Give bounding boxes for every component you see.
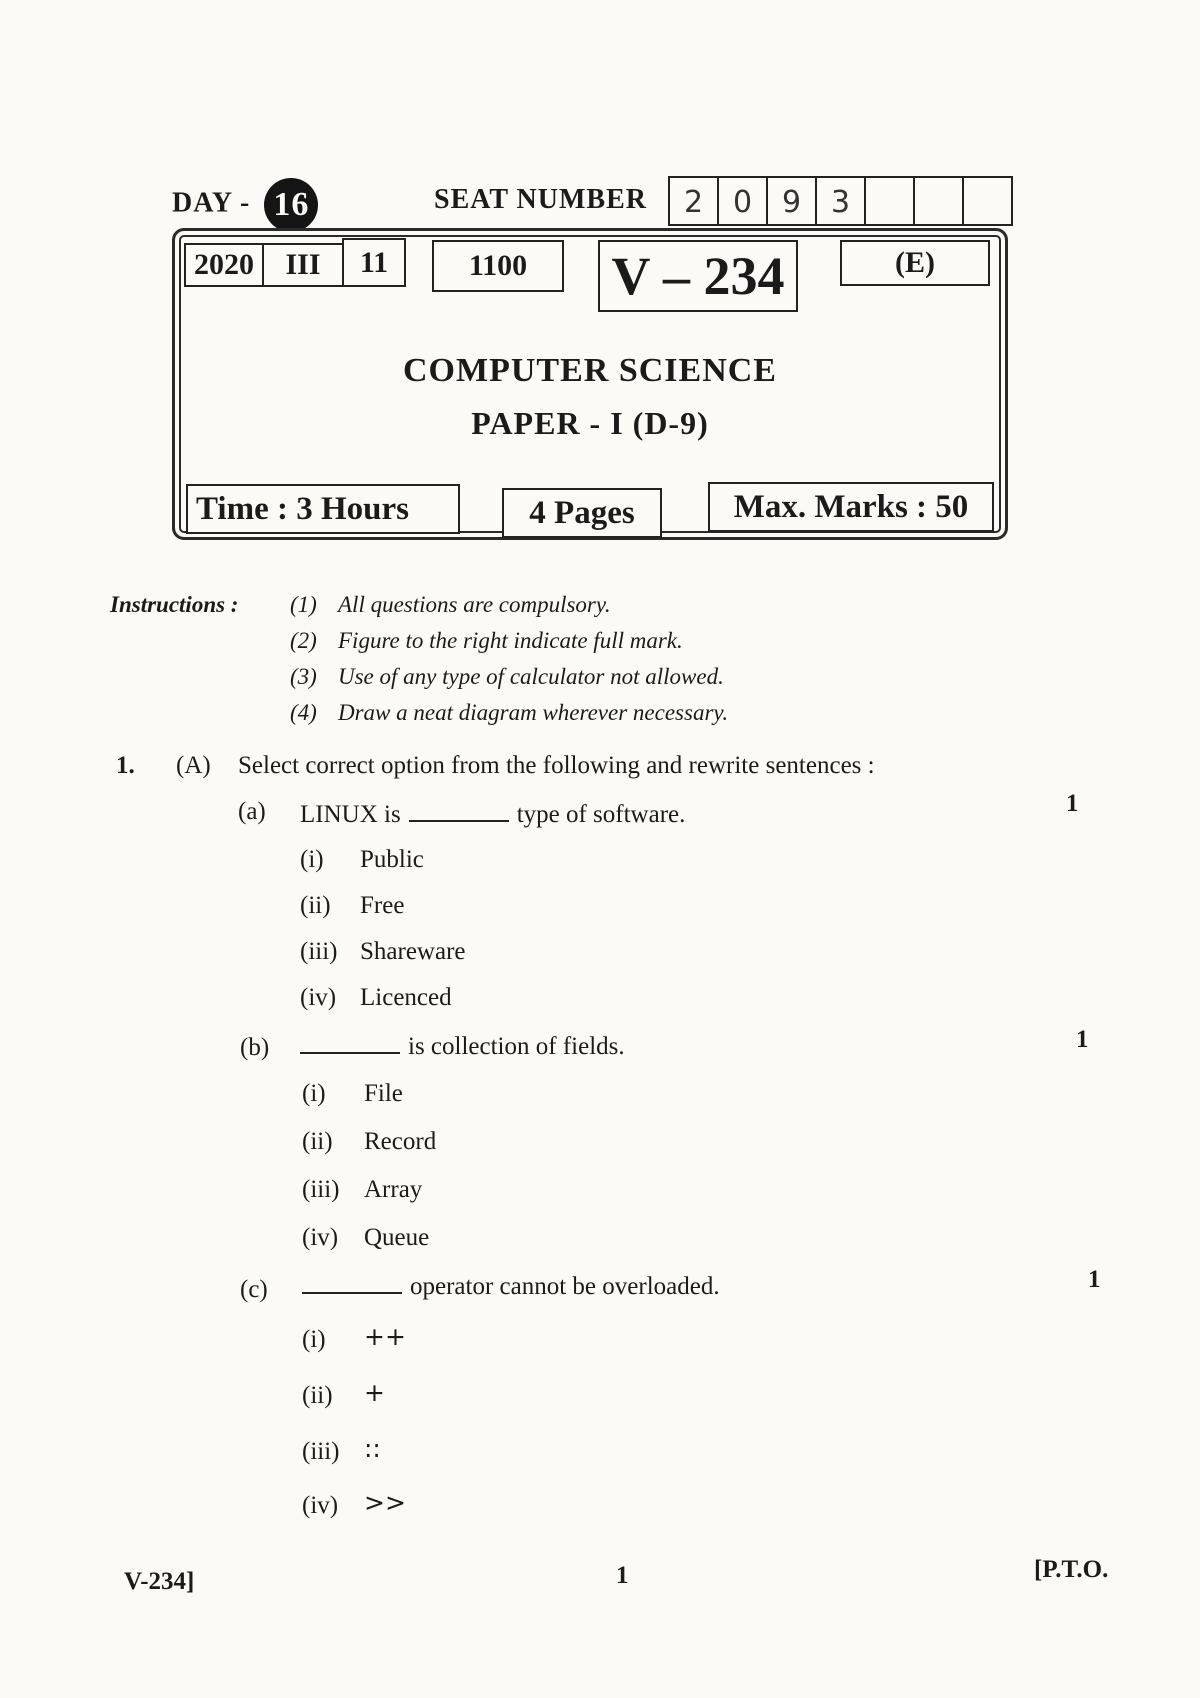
instruction-number: (2) xyxy=(290,628,317,653)
instruction-text: All questions are compulsory. xyxy=(338,592,611,617)
pto-label: [P.T.O. xyxy=(1034,1556,1109,1583)
paper-code: 1100 xyxy=(432,240,564,292)
instructions-label: Instructions : xyxy=(110,592,239,617)
seat-digit xyxy=(964,178,1011,224)
instruction-number: (3) xyxy=(290,664,317,689)
option-number: (i) xyxy=(300,846,324,873)
seat-digit: 0 xyxy=(719,178,768,224)
option-number: (ii) xyxy=(300,892,331,919)
question-marks: 1 xyxy=(1088,1266,1101,1293)
option-text: Free xyxy=(360,892,405,919)
option-number: (iii) xyxy=(300,938,338,965)
page-number: 1 xyxy=(616,1562,629,1589)
instruction-item xyxy=(290,700,728,726)
sub-question-label: (a) xyxy=(238,798,266,825)
option-text: :: xyxy=(364,1434,381,1463)
option-text: Queue xyxy=(364,1224,430,1251)
instruction-number: (4) xyxy=(290,700,317,725)
number-code: 11 xyxy=(342,238,406,287)
question-marks: 1 xyxy=(1066,790,1079,817)
sub-question-text xyxy=(300,798,685,829)
day-label xyxy=(172,178,318,232)
instruction-item xyxy=(290,628,683,654)
option-number: (i) xyxy=(302,1326,326,1353)
sub-question-label: (c) xyxy=(240,1276,268,1303)
instruction-text: Use of any type of calculator not allowed. xyxy=(338,664,724,689)
option-number: (iv) xyxy=(302,1492,339,1519)
instruction-item xyxy=(290,592,611,618)
term-code: III xyxy=(262,243,344,287)
instruction-number: (1) xyxy=(290,592,317,617)
pages-box: 4 Pages xyxy=(502,488,662,538)
time-box: Time : 3 Hours xyxy=(186,484,460,534)
option-number: (iii) xyxy=(302,1176,340,1203)
sub-question-after: is collection of fields. xyxy=(408,1033,625,1060)
option-text: File xyxy=(364,1080,403,1107)
year-code: 2020 xyxy=(184,243,264,287)
sub-question-text xyxy=(294,1270,720,1301)
sub-question-text xyxy=(292,1030,625,1061)
day-number-badge: 16 xyxy=(264,178,318,232)
option-text: Array xyxy=(364,1176,423,1203)
option-text: Shareware xyxy=(360,938,466,965)
paper-id: V – 234 xyxy=(598,240,798,312)
paper-title: PAPER - I (D-9) xyxy=(471,405,709,441)
option-number: (ii) xyxy=(302,1382,333,1409)
subject-title: COMPUTER SCIENCE xyxy=(403,352,777,389)
answer-blank xyxy=(409,798,509,822)
instruction-item xyxy=(290,664,724,690)
question-number: 1. xyxy=(116,752,135,779)
sub-question-after: type of software. xyxy=(516,801,686,828)
medium-code: (E) xyxy=(840,240,990,286)
option-number: (ii) xyxy=(302,1128,333,1155)
answer-blank xyxy=(302,1270,402,1294)
instruction-text: Figure to the right indicate full mark. xyxy=(338,628,683,653)
option-text: Record xyxy=(364,1128,437,1155)
seat-number-boxes xyxy=(668,176,1013,226)
seat-digit: 3 xyxy=(817,178,866,224)
option-text: ++ xyxy=(364,1322,406,1351)
option-number: (iii) xyxy=(302,1438,340,1465)
day-label-text: DAY - xyxy=(172,187,251,219)
seat-digit xyxy=(866,178,915,224)
question-part: (A) xyxy=(176,752,211,779)
seat-digit xyxy=(915,178,964,224)
question-prompt: Select correct option from the following and rewrite sentences : xyxy=(238,752,875,779)
option-number: (iv) xyxy=(302,1224,339,1251)
option-text: Licenced xyxy=(360,984,452,1011)
option-number: (i) xyxy=(302,1080,326,1107)
option-text: Public xyxy=(360,846,424,873)
seat-digit: 2 xyxy=(670,178,719,224)
sub-question-label: (b) xyxy=(240,1034,270,1061)
answer-blank xyxy=(300,1030,400,1054)
option-text: + xyxy=(364,1378,385,1407)
option-text: >> xyxy=(364,1488,406,1517)
seat-number-label: SEAT NUMBER xyxy=(434,184,648,215)
instruction-text: Draw a neat diagram wherever necessary. xyxy=(338,700,729,725)
seat-digit: 9 xyxy=(768,178,817,224)
footer-paper-code: V-234] xyxy=(124,1568,195,1595)
sub-question-before: LINUX is xyxy=(300,801,401,828)
sub-question-after: operator cannot be overloaded. xyxy=(410,1273,720,1300)
max-marks-box: Max. Marks : 50 xyxy=(708,482,994,532)
question-marks: 1 xyxy=(1076,1026,1089,1053)
option-number: (iv) xyxy=(300,984,337,1011)
